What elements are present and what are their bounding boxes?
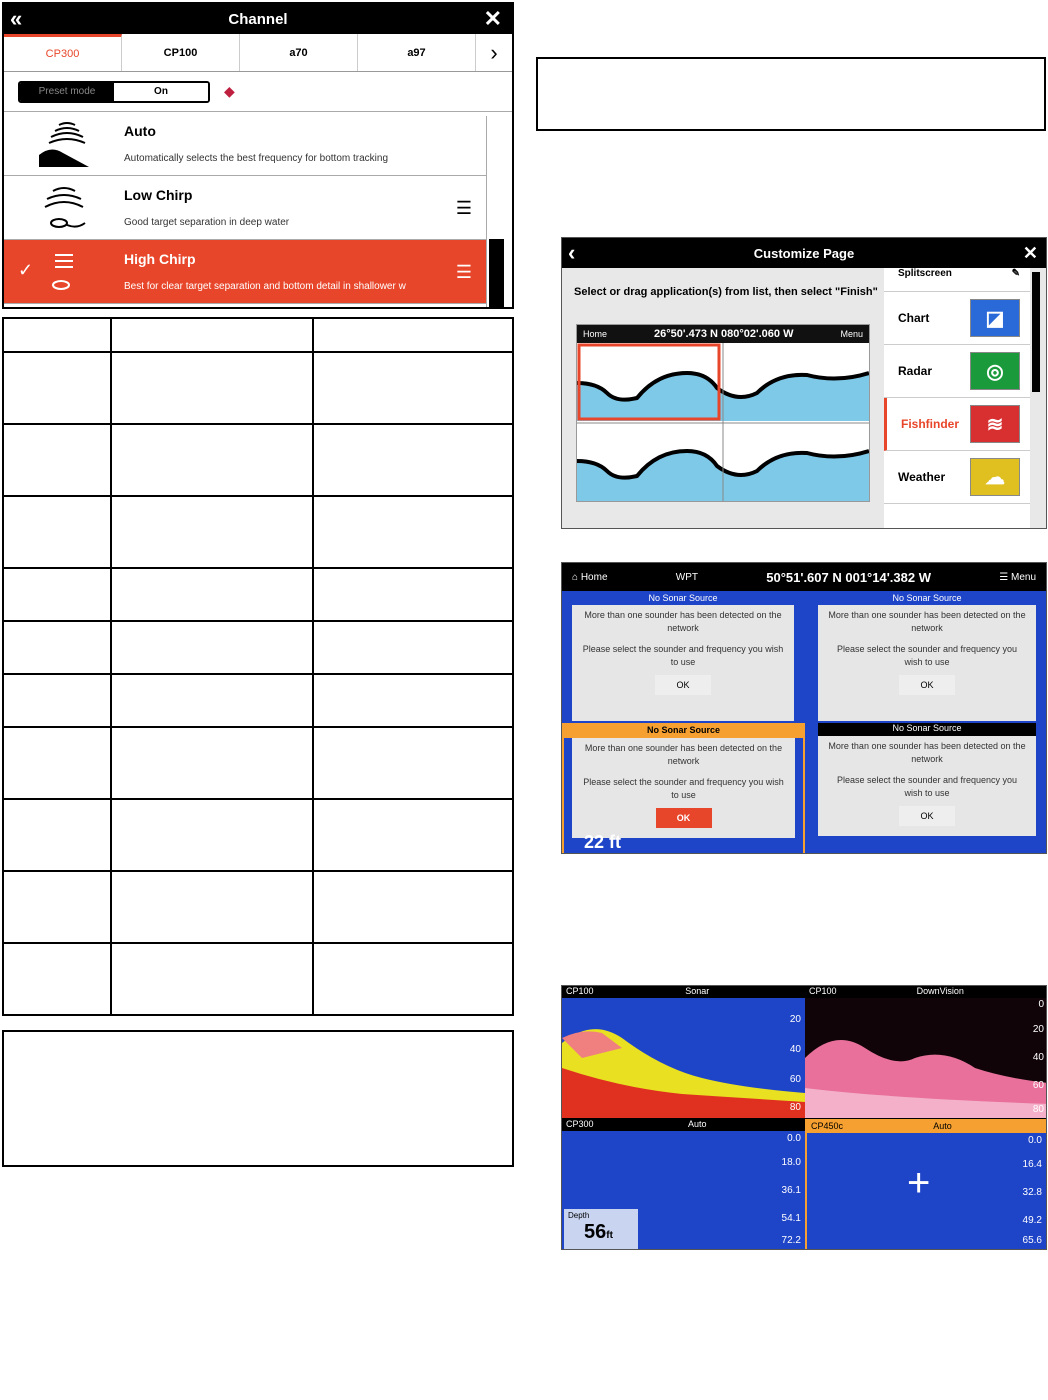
table-cell	[111, 943, 313, 1015]
table-row	[3, 424, 513, 496]
table-cell	[3, 568, 111, 621]
tab-cp100[interactable]: CP100	[122, 34, 240, 71]
pane-title: No Sonar Source	[818, 593, 1036, 605]
scale-label: 0.0	[1028, 1135, 1042, 1146]
table-row	[3, 727, 513, 799]
table-row	[3, 674, 513, 727]
app-label: Fishfinder	[901, 417, 960, 431]
table-row	[3, 352, 513, 424]
fish-icon: ≋	[970, 405, 1020, 443]
table-cell	[111, 496, 313, 568]
customize-page-dialog	[561, 237, 1047, 529]
downvision-image	[805, 998, 1047, 1118]
crosshair-icon[interactable]: +	[907, 1161, 931, 1205]
table-cell	[313, 496, 513, 568]
table-cell	[313, 799, 513, 871]
depth-box	[564, 1209, 638, 1249]
pane-message: Please select the sounder and frequency you wish to use	[836, 644, 1018, 667]
table-cell	[313, 871, 513, 943]
preview-position: 26°50'.473 N 080°02'.060 W	[654, 328, 794, 340]
depth-readout: 22 ft	[584, 832, 622, 852]
chevron-left-icon[interactable]: ‹	[568, 240, 576, 265]
app-item-radar[interactable]	[884, 345, 1030, 398]
checkmark-icon: ✓	[18, 260, 34, 280]
app-item-chart[interactable]	[884, 292, 1030, 345]
table-cell	[313, 352, 513, 424]
pane-message: More than one sounder has been detected on the network	[828, 741, 1026, 764]
table-row	[3, 799, 513, 871]
table-row	[3, 871, 513, 943]
frequency-name: Low Chirp	[124, 187, 193, 203]
table-cell	[111, 674, 313, 727]
table-cell	[111, 727, 313, 799]
pane-message: More than one sounder has been detected on the network	[584, 610, 782, 633]
scale-label: 65.6	[1022, 1235, 1042, 1246]
table-row	[3, 621, 513, 674]
pencil-icon: ✎	[1011, 268, 1020, 279]
tab-cp300[interactable]: CP300	[4, 34, 122, 71]
toggle-off-label: Preset mode	[20, 83, 114, 101]
ok-button[interactable]: OK	[899, 806, 955, 826]
header-home[interactable]: Home	[580, 571, 608, 583]
pane-message: More than one sounder has been detected on the network	[828, 610, 1026, 633]
scale-label: 72.2	[781, 1235, 801, 1246]
sonar-pane-selected	[562, 723, 805, 854]
close-icon[interactable]: ✕	[483, 6, 502, 31]
table-cell	[111, 352, 313, 424]
table-cell	[3, 943, 111, 1015]
sonar-pane	[572, 593, 794, 721]
sonar-pane-active	[805, 1119, 1047, 1250]
close-icon[interactable]: ✕	[1022, 242, 1038, 263]
app-item-weather[interactable]	[884, 451, 1030, 504]
scrollbar[interactable]	[486, 116, 506, 309]
frequency-item-high-chirp[interactable]	[4, 240, 486, 304]
sounder-tabs	[4, 34, 512, 72]
table-cell	[3, 621, 111, 674]
scale-label: 20	[789, 1014, 801, 1025]
scrollbar-thumb[interactable]	[489, 239, 504, 309]
preset-mode-row	[4, 72, 512, 112]
table-cell	[111, 621, 313, 674]
scale-label: 80	[1032, 1104, 1044, 1115]
scale-label: 60	[789, 1074, 801, 1085]
empty-table	[2, 317, 514, 1016]
table-cell	[111, 318, 313, 352]
sonar-image	[562, 998, 805, 1118]
scale-label: 0	[1038, 999, 1044, 1010]
depth-unit: ft	[606, 1230, 613, 1241]
app-label: Splitscreen	[898, 268, 952, 279]
scale-label: 32.8	[1022, 1187, 1042, 1198]
table-row	[3, 496, 513, 568]
table-cell	[111, 568, 313, 621]
pane-source: CP450c	[811, 1121, 844, 1131]
radar-icon: ◎	[970, 352, 1020, 390]
header-position: 50°51'.607 N 001°14'.382 W	[766, 569, 931, 585]
list-icon[interactable]: ☰	[455, 198, 472, 218]
fish-icon: ◆	[224, 83, 235, 99]
frequency-name: Auto	[124, 123, 156, 139]
table-row	[3, 318, 513, 352]
ok-button[interactable]: OK	[899, 675, 955, 695]
table-cell	[3, 318, 111, 352]
table-cell	[3, 799, 111, 871]
toggle-on-label: On	[114, 83, 208, 101]
pane-mode: Auto	[688, 1119, 707, 1129]
multi-sonar-screen	[561, 985, 1047, 1250]
app-list	[884, 268, 1030, 529]
depth-label: Depth	[568, 1211, 590, 1220]
preview-sonar-graphic	[577, 343, 869, 501]
pane-message: Please select the sounder and frequency you wish to use	[582, 644, 784, 667]
table-cell	[3, 424, 111, 496]
table-cell	[313, 318, 513, 352]
channel-title-bar	[4, 4, 512, 34]
scale-label: 18.0	[781, 1157, 801, 1168]
table-cell	[111, 871, 313, 943]
table-cell	[3, 727, 111, 799]
app-label: Weather	[898, 470, 946, 484]
scale-label: 20	[1032, 1024, 1044, 1035]
scale-label: 80	[789, 1102, 801, 1113]
tab-a70[interactable]: a70	[240, 34, 358, 71]
table-cell	[3, 871, 111, 943]
table-cell	[313, 727, 513, 799]
menu-icon: ☰	[999, 571, 1011, 583]
note-box-left	[2, 1030, 514, 1167]
frequency-description: Good target separation in deep water	[124, 217, 290, 228]
customize-title: Customize Page	[753, 245, 855, 261]
pane-mode: Auto	[933, 1121, 952, 1131]
customize-title-bar	[562, 238, 1046, 268]
table-cell	[313, 568, 513, 621]
double-chevron-left-icon[interactable]: «	[10, 6, 23, 31]
pane-message: Please select the sounder and frequency you wish to use	[583, 777, 784, 800]
table-row	[3, 943, 513, 1015]
app-label: Radar	[898, 364, 933, 378]
preview-menu: Menu	[840, 329, 863, 339]
ok-button[interactable]: OK	[656, 808, 712, 828]
app-item-fishfinder[interactable]	[884, 398, 1030, 451]
scale-label: 40	[1032, 1052, 1044, 1063]
pane-message: Please select the sounder and frequency you wish to use	[836, 775, 1018, 798]
table-row	[3, 568, 513, 621]
scale-label: 0.0	[787, 1133, 801, 1144]
pane-source: CP300	[566, 1119, 594, 1129]
chevron-right-icon[interactable]: ›	[490, 39, 498, 65]
ok-button[interactable]: OK	[655, 675, 711, 695]
list-icon[interactable]: ☰	[455, 262, 472, 282]
low-chirp-icon	[4, 183, 124, 233]
table-cell	[3, 496, 111, 568]
status-header	[562, 563, 1046, 591]
pane-source: CP100	[809, 986, 837, 996]
table-cell	[111, 799, 313, 871]
home-icon: ⌂	[572, 571, 581, 583]
scale-label: 54.1	[781, 1213, 801, 1224]
table-cell	[313, 674, 513, 727]
scale-label: 60	[1032, 1080, 1044, 1091]
customize-instruction: Select or drag application(s) from list, then select "Finish"	[574, 286, 878, 298]
table-cell	[313, 424, 513, 496]
sonar-pane	[818, 723, 1036, 854]
channel-dialog	[2, 2, 514, 309]
pane-title: No Sonar Source	[572, 593, 794, 605]
pane-mode: Sonar	[685, 986, 710, 996]
sonar-pane	[562, 1119, 805, 1250]
pane-title: No Sonar Source	[818, 723, 1036, 736]
pane-title: No Sonar Source	[564, 725, 803, 738]
table-cell	[313, 943, 513, 1015]
scrollbar-thumb[interactable]	[1032, 272, 1040, 392]
depth-value: 56	[584, 1221, 607, 1243]
header-menu[interactable]: Menu	[1010, 571, 1036, 583]
frequency-description: Best for clear target separation and bottom detail in shallower w	[124, 281, 406, 292]
table-cell	[313, 621, 513, 674]
frequency-item-auto[interactable]	[4, 112, 486, 176]
pane-message: More than one sounder has been detected on the network	[584, 743, 783, 766]
cloud-icon: ☁	[970, 458, 1020, 496]
pane-mode: DownVision	[916, 986, 964, 996]
scale-label: 40	[789, 1044, 801, 1055]
chart-icon: ◪	[970, 299, 1020, 337]
table-cell	[3, 674, 111, 727]
preset-mode-toggle[interactable]	[18, 81, 210, 103]
header-wpt[interactable]: WPT	[675, 571, 698, 583]
table-cell	[3, 352, 111, 424]
page-preview[interactable]	[576, 324, 870, 502]
table-cell	[111, 424, 313, 496]
app-item-splitscreen[interactable]	[884, 268, 1030, 292]
frequency-item-low-chirp[interactable]	[4, 176, 486, 240]
sonar-pane	[805, 986, 1047, 1118]
no-sonar-screen	[561, 562, 1047, 854]
pane-source: CP100	[566, 986, 594, 996]
note-box-right	[536, 57, 1046, 131]
preview-home: Home	[583, 329, 608, 339]
sonar-pane	[818, 593, 1036, 721]
frequency-description: Automatically selects the best frequency for bottom tracking	[124, 153, 389, 164]
tab-a97[interactable]: a97	[358, 34, 476, 71]
sonar-pane	[562, 986, 805, 1118]
scale-label: 36.1	[781, 1185, 801, 1196]
scale-label: 16.4	[1022, 1159, 1042, 1170]
auto-frequency-icon	[4, 119, 124, 169]
scale-label: 49.2	[1022, 1215, 1042, 1226]
channel-title: Channel	[228, 10, 288, 28]
frequency-name: High Chirp	[124, 251, 196, 267]
app-label: Chart	[898, 311, 930, 325]
